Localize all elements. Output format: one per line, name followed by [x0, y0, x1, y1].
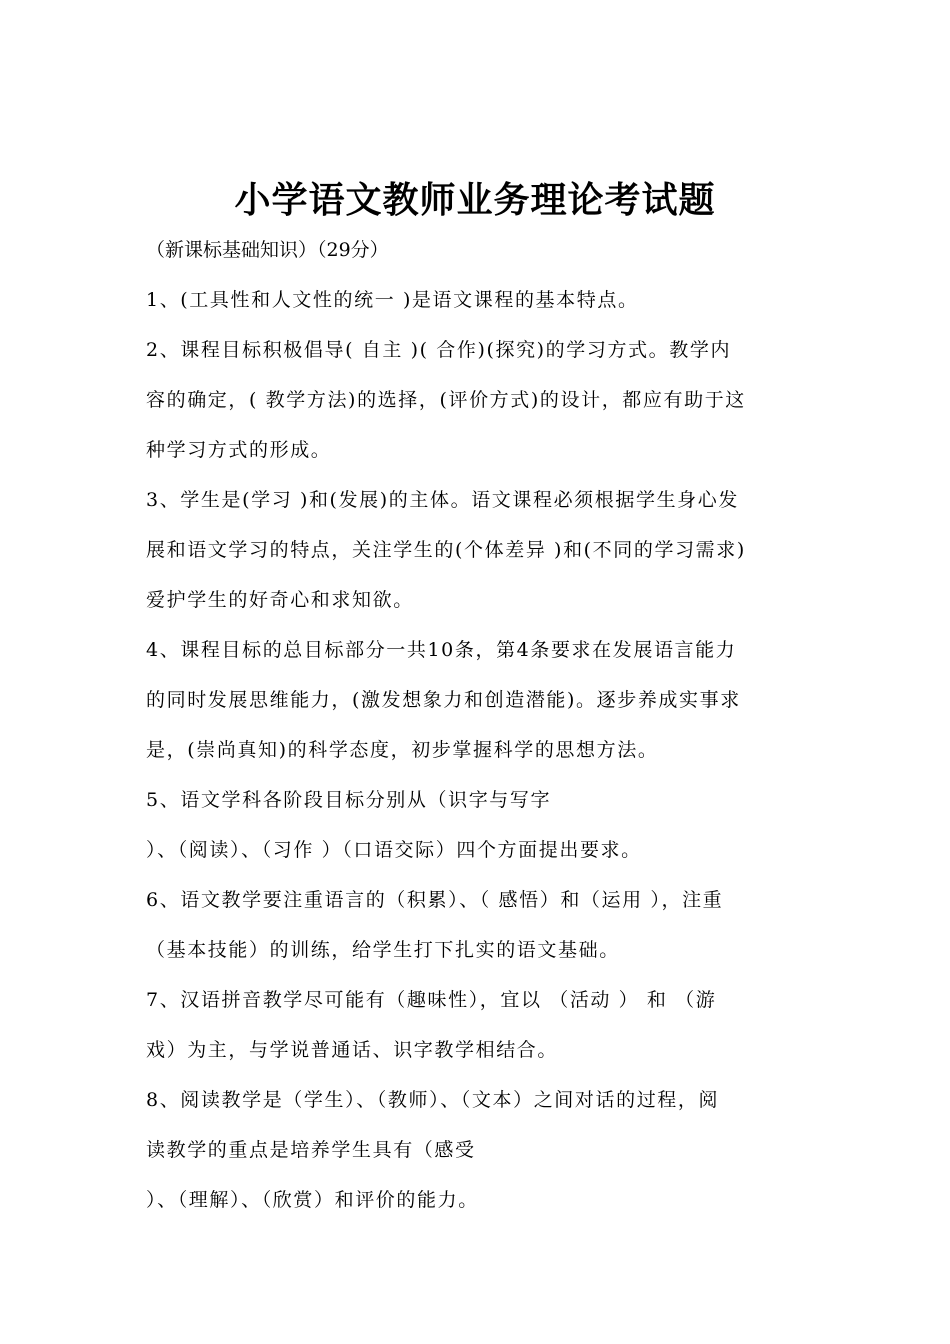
text-line: 是，(崇尚真知)的科学态度，初步掌握科学的思想方法。: [146, 739, 659, 761]
text-line: 4、课程目标的总目标部分一共10条，第4条要求在发展语言能力: [146, 639, 737, 661]
text-line: 7、汉语拼音教学尽可能有（趣味性），宜以 （活动 ） 和 （游: [146, 989, 717, 1011]
text-line: 容的确定，( 教学方法)的选择，(评价方式)的设计，都应有助于这: [146, 389, 746, 411]
text-line: 的同时发展思维能力，(激发想象力和创造潜能)。逐步养成实事求: [146, 689, 741, 711]
text-line: （基本技能）的训练，给学生打下扎实的语文基础。: [146, 939, 620, 961]
page-title: 小学语文教师业务理论考试题: [234, 179, 716, 221]
text-line: 8、阅读教学是（学生）、（教师）、（文本）之间对话的过程，阅: [146, 1089, 720, 1111]
text-line: 3、学生是(学习 )和(发展)的主体。语文课程必须根据学生身心发: [146, 489, 739, 511]
text-line: 5、语文学科各阶段目标分别从（识字与写字: [146, 789, 552, 811]
text-line: ）、（阅读）、（习作 ）（口语交际）四个方面提出要求。: [146, 839, 642, 861]
text-line: ）、（理解）、（欣赏）和评价的能力。: [146, 1189, 479, 1211]
text-line: 爱护学生的好奇心和求知欲。: [146, 589, 414, 611]
text-line: 读教学的重点是培养学生具有（感受: [146, 1139, 476, 1161]
text-line: 戏）为主，与学说普通话、识字教学相结合。: [146, 1039, 559, 1061]
text-line: 展和语文学习的特点，关注学生的(个体差异 )和(不同的学习需求): [146, 539, 746, 561]
section-subtitle: （新课标基础知识）（29分）: [146, 239, 389, 261]
text-line: 种学习方式的形成。: [146, 439, 332, 461]
text-line: 1、(工具性和人文性的统一 )是语文课程的基本特点。: [146, 289, 639, 311]
text-line: 2、课程目标积极倡导( 自主 )( 合作)(探究)的学习方式。教学内: [146, 339, 732, 361]
text-line: 6、语文教学要注重语言的（积累）、（ 感悟）和（运用 ），注重: [146, 889, 724, 911]
